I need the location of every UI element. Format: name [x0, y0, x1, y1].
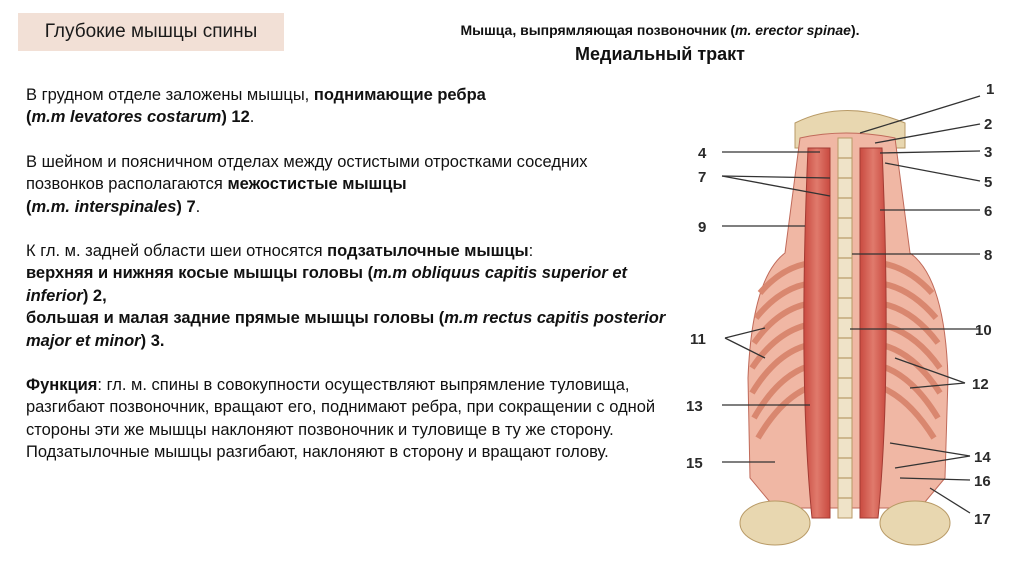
p1-latin: m.m levatores costarum [31, 108, 222, 127]
p3-rectus-latin: m.m rectus capitis posterior major et minor [26, 309, 666, 350]
paragraph-suboccipital [26, 240, 666, 352]
label-3: 3 [984, 144, 993, 161]
label-9: 9 [698, 219, 707, 236]
back-muscles-figure [680, 78, 1010, 546]
label-8: 8 [984, 247, 993, 264]
p3-oblique-latin: m.m obliquus capitis superior et inferior [26, 264, 628, 305]
spine [838, 138, 852, 518]
paragraph-interspinales [26, 151, 666, 218]
subtitle [395, 20, 925, 40]
p3-text: К гл. м. задней области шеи относятся [26, 242, 328, 261]
label-7: 7 [698, 169, 707, 186]
p1-text: В грудном отделе заложены мышцы, [26, 86, 314, 104]
label-2: 2 [984, 116, 993, 133]
label-17: 17 [974, 511, 991, 528]
p1-paren-open: ( [26, 108, 32, 127]
p3-oblique-text: верхняя и нижняя косые мышцы головы ( [26, 264, 374, 283]
function-heading: Функция [26, 376, 98, 395]
label-10: 10 [975, 322, 992, 339]
p3-colon: : [528, 242, 534, 261]
title-box [18, 13, 284, 51]
p3-rectus [26, 309, 665, 349]
erector-spinae-left [804, 148, 830, 518]
p2-paren-open: ( [26, 197, 32, 216]
label-12: 12 [972, 376, 989, 393]
label-15: 15 [686, 455, 703, 472]
p3-oblique [26, 264, 627, 304]
p2-period: . [195, 197, 201, 216]
p3-rectus-number: ) 3. [140, 331, 165, 350]
p2-number: ) 7 [176, 197, 196, 216]
p2-text: В шейном и поясничном отделах между остистыми отростками соседних позвонков располагаются [26, 152, 588, 194]
subtitle-latin: m. erector spinae [735, 22, 851, 38]
p3-term: подзатылочные мышцы [327, 242, 529, 261]
p1-number: ) 12 [221, 108, 250, 127]
p3-rectus-text: большая и малая задние прямые мышцы головы ( [26, 309, 445, 328]
body-text [26, 84, 666, 464]
anatomy-illustration [680, 78, 1010, 546]
page-title: Глубокие мышцы спины [44, 21, 258, 42]
function-text: : гл. м. спины в совокупности осуществляют выпрямление туловища, разгибают позвоночник, вращают его, поднимают ребра, при сокращении с одной стороны эти же мышцы наклоняют позвоночник и туловище в ту же сторону. Подзатылочные мышцы разгибают, наклоняют в сторону и вращают голову. [26, 376, 656, 462]
p1-latin-group [26, 108, 250, 126]
p3-oblique-number: ) 2, [82, 286, 107, 305]
label-11: 11 [690, 331, 706, 348]
label-13: 13 [686, 398, 703, 415]
p1-period: . [249, 108, 255, 127]
label-14: 14 [974, 449, 991, 466]
subtitle-end: ). [850, 22, 860, 38]
label-4: 4 [698, 145, 707, 162]
erector-spinae-right [860, 148, 886, 518]
paragraph-function [26, 374, 666, 464]
pelvis-left [740, 501, 810, 545]
subtitle-text: Мышца, выпрямляющая позвоночник ( [460, 22, 736, 38]
p1-term: поднимающие ребра [313, 86, 486, 104]
pelvis-right [880, 501, 950, 545]
p2-latin-group [26, 198, 196, 216]
label-6: 6 [984, 203, 993, 220]
label-16: 16 [974, 473, 991, 490]
label-5: 5 [984, 174, 993, 191]
p2-term: межостистые мышцы [227, 175, 407, 194]
label-1: 1 [986, 81, 995, 98]
p2-latin: m.m. interspinales [31, 197, 177, 216]
paragraph-levatores [26, 84, 666, 129]
section-title: Медиальный тракт [575, 44, 745, 64]
